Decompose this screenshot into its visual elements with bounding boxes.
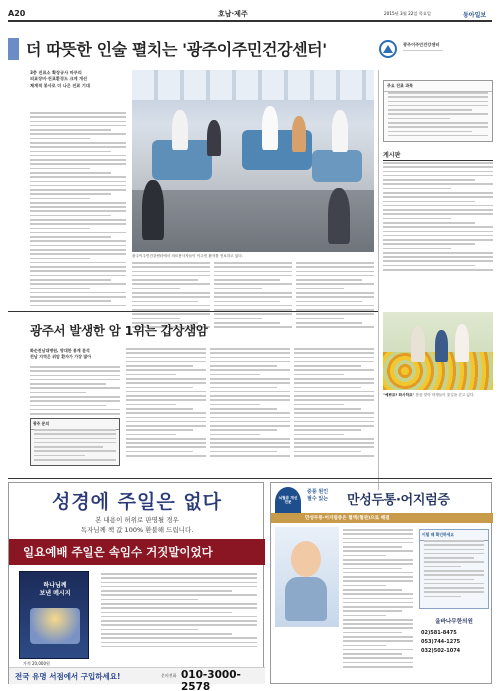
main-headline: 더 따뜻한 인술 펼치는 '광주이주민건강센터'	[26, 40, 327, 59]
ad-headache-phones: 02)581-8475 053)744-1275 032)502-1074	[421, 630, 461, 654]
section-name: 호남·제주	[218, 10, 248, 18]
ad-headache-subline: 만성두통·어지럼증은 혈액(혈관)으로 해결	[271, 513, 493, 523]
ad-bible-body	[101, 573, 257, 650]
sidebar-title: 광주이주민건강센터	[403, 42, 440, 47]
ad-headache-tagline: 중풍 원인 필수 있는	[307, 489, 329, 502]
article2-body-col1	[30, 366, 120, 417]
ad-bible-sub1: 본 내용이 허위로 판명될 경우	[95, 516, 179, 524]
issue-date: 2015년 3월 22일 목요일	[384, 11, 431, 16]
article2-body-col4	[294, 348, 374, 459]
ad-headache-body	[343, 529, 413, 670]
article2-body-col2	[126, 348, 206, 459]
contact-box: 광주 문의	[30, 418, 120, 466]
article2-headline: 광주서 발생한 암 1위는 갑상샘암	[30, 323, 208, 338]
ad-headache-checklist: 이럴 때 확인하세요	[419, 529, 489, 609]
article2-subhead: 화순전남대병원, 방대한 통계 분석 전남 지역은 위암 환자가 가장 많아	[30, 348, 92, 359]
page-number: A20	[8, 9, 26, 18]
article2-body-col3	[210, 348, 290, 459]
page-header	[8, 8, 492, 22]
ad-bible-cta-bar: 전국 유명 서점에서 구입하세요! 문의전화 010-3000-2578	[9, 667, 265, 684]
ad-headache-badge: 뇌혈류 개선 전문	[275, 487, 301, 517]
ad-headache-headline: 만성두통·어지럼증	[347, 493, 450, 508]
flowers-photo	[383, 312, 493, 390]
sidebar-subtitle	[403, 50, 473, 51]
photo-caption: 광주이주민건강센터에서 의료봉사자들이 이주민 환자를 진료하고 있다.	[132, 254, 243, 258]
ad-bible-book: 하나님께 보낸 메시지	[19, 571, 89, 659]
ad-headache-illustration	[275, 527, 339, 627]
column-rule	[378, 70, 379, 490]
schedule-box-title: 주요 진료 과목	[384, 81, 492, 92]
divider-2	[8, 478, 492, 479]
ad-bible	[8, 482, 264, 691]
flowers-caption: "예쁘죠? 화사하죠" 봄을 맞아 학생들이 꽃길을 걷고 있다.	[383, 393, 475, 397]
notice-board-title: 게시판	[383, 150, 493, 161]
clinic-photo	[132, 70, 374, 252]
ad-headache	[270, 482, 492, 684]
ad-bible-sub2: 독자님께 책 값 100% 환불해 드립니다.	[80, 526, 194, 534]
center-emblem	[375, 38, 401, 64]
paper-name: 동아일보	[463, 12, 487, 19]
headline-bar	[8, 38, 19, 60]
notice-board-body	[383, 162, 493, 273]
article-deck: 3층 진료소 확장공사 마무리 의료장비·진료환경도 크게 개선 체계적 봉사로 더 나은 진료 기대	[30, 70, 90, 88]
article1-body-col1	[30, 112, 126, 309]
divider-1	[8, 311, 378, 312]
schedule-box	[383, 80, 493, 142]
ad-bible-price: 가격 20,000원	[23, 661, 50, 666]
ad-bible-banner: 일요예배 주일은 속임수 거짓말이었다	[9, 539, 265, 565]
ad-bible-headline: 성경에 주일은 없다	[51, 491, 223, 513]
article1-body-col4	[296, 262, 374, 331]
ad-headache-clinic: 올바나무한의원	[435, 619, 473, 625]
